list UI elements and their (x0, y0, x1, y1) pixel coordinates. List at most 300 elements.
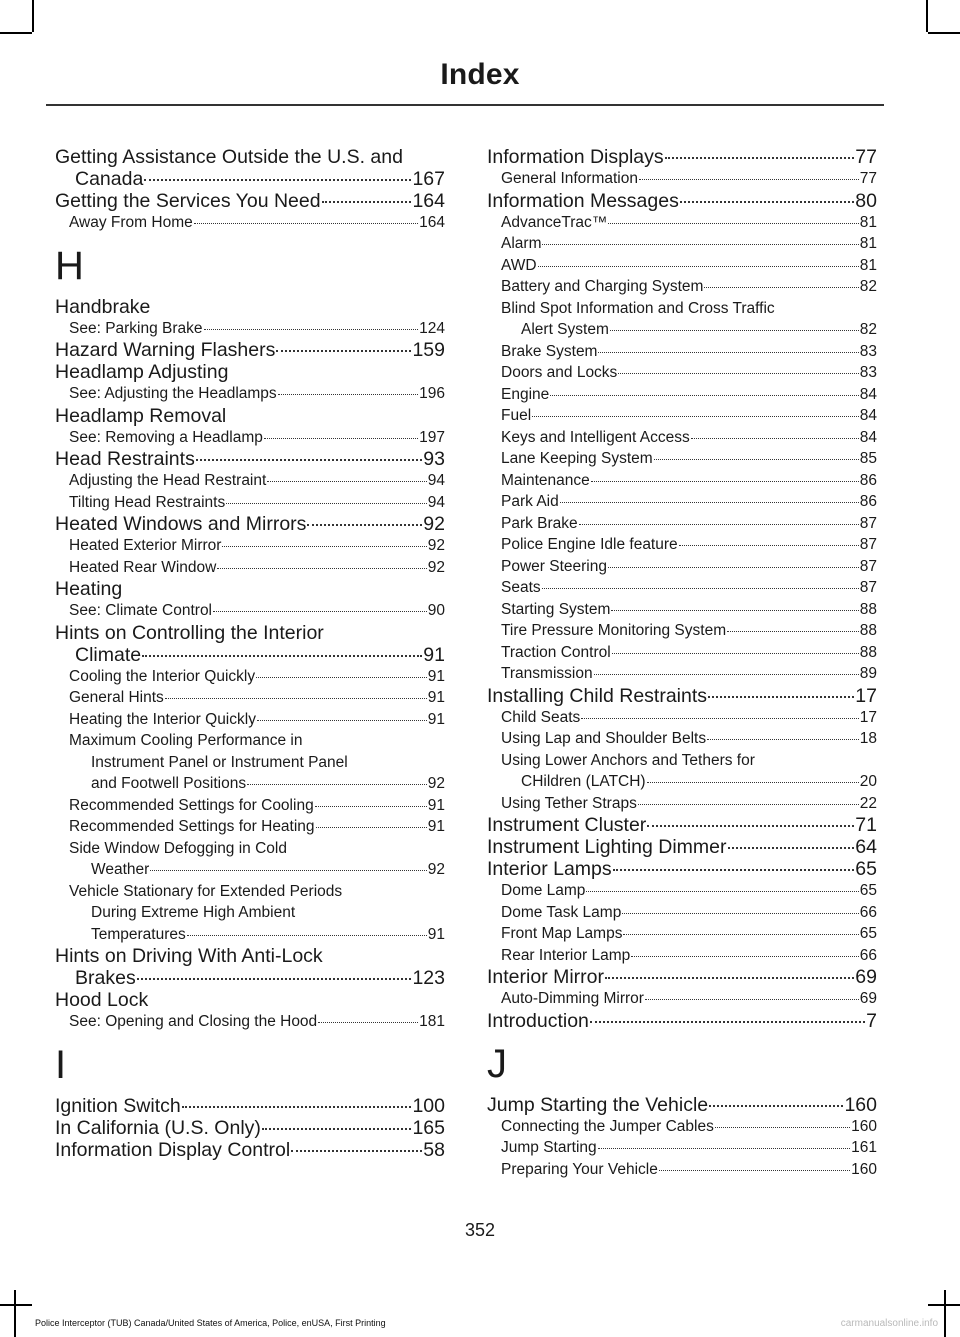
entry-text: Side Window Defogging in Cold (69, 839, 287, 857)
entry-text: Park Aid (501, 493, 559, 510)
page-ref: 123 (412, 967, 445, 989)
entry-text: Starting System (501, 600, 611, 618)
page-ref: 64 (855, 836, 877, 858)
index-subentry (487, 513, 877, 535)
index-entry (55, 405, 445, 427)
index-entry (487, 858, 877, 880)
page-ref: 167 (412, 168, 445, 190)
page-ref: 94 (427, 493, 445, 511)
page-ref: 90 (427, 602, 445, 619)
page-ref: 20 (859, 773, 877, 790)
entry-text: Weather (91, 861, 150, 878)
leader-dots (278, 394, 418, 395)
page-ref: 87 (859, 536, 877, 553)
page-ref: 87 (859, 514, 877, 532)
page-ref: 77 (859, 170, 877, 187)
index-subentry (487, 168, 877, 190)
page-ref: 65 (855, 858, 877, 880)
index-subentry (55, 709, 445, 731)
entry-text: Head Restraints (55, 448, 195, 470)
leader-dots (704, 287, 858, 288)
index-entry (55, 190, 445, 212)
entry-text: Hazard Warning Flashers (55, 339, 276, 361)
leader-dots (586, 891, 858, 892)
leader-dots (598, 352, 858, 353)
section-letter: J (487, 1041, 507, 1086)
page-ref: 92 (427, 537, 445, 554)
index-entry (487, 1010, 877, 1032)
page-ref: 80 (855, 189, 877, 212)
index-subentry (487, 1159, 877, 1181)
leader-dots (144, 179, 411, 181)
page-ref: 160 (844, 1093, 877, 1116)
leader-dots (322, 201, 412, 203)
index-subentry (487, 945, 877, 967)
page-ref: 88 (859, 622, 877, 639)
entry-text: Maximum Cooling Performance in (69, 732, 303, 749)
index-entry (55, 622, 445, 666)
entry-text: Information Messages (487, 189, 679, 212)
leader-dots (581, 718, 858, 719)
index-subentry (55, 535, 445, 557)
entry-text: Instrument Cluster (487, 814, 647, 836)
index-entry (55, 945, 445, 989)
crop-mark (32, 0, 34, 32)
header-divider (46, 104, 884, 106)
page-ref: 160 (851, 1117, 877, 1135)
page-ref: 164 (412, 190, 445, 212)
index-entry (487, 146, 877, 168)
index-subentry (487, 642, 877, 664)
page-ref: 17 (859, 708, 877, 726)
index-subentry (55, 492, 445, 514)
entry-text: See: Climate Control (69, 602, 213, 619)
leader-dots (680, 201, 854, 203)
page-ref: 94 (427, 472, 445, 489)
page-ref: 84 (859, 385, 877, 403)
entry-text: Preparing Your Vehicle (501, 1160, 658, 1178)
index-entry (55, 1117, 445, 1139)
page-ref: 86 (859, 471, 877, 489)
entry-text: Using Tether Straps (501, 794, 637, 812)
entry-text: Alarm (501, 235, 542, 252)
page-ref: 89 (859, 665, 877, 682)
index-entry (487, 966, 877, 988)
entry-text: See: Adjusting the Headlamps (69, 385, 277, 402)
entry-text: Heated Exterior Mirror (69, 537, 222, 554)
entry-text: Getting the Services You Need (55, 190, 321, 212)
index-subentry (55, 1011, 445, 1033)
leader-dots (217, 568, 426, 569)
leader-dots (591, 481, 859, 482)
leader-dots (222, 546, 426, 547)
page-ref: 164 (419, 214, 445, 231)
leader-dots (187, 935, 427, 936)
entry-text: AWD (501, 256, 537, 274)
page-ref: 81 (859, 235, 877, 252)
entry-text: Canada (75, 168, 144, 190)
leader-dots (560, 502, 859, 503)
entry-text: Recommended Settings for Cooling (69, 796, 314, 814)
index-subentry (487, 1116, 877, 1138)
entry-text: Transmission (501, 665, 593, 682)
entry-text: Getting Assistance Outside the U.S. and (55, 146, 403, 168)
index-subentry (55, 427, 445, 449)
entry-text: Tilting Head Restraints (69, 493, 226, 511)
index-subentry (487, 534, 877, 556)
page-ref: 196 (419, 385, 445, 402)
entry-text: Heating the Interior Quickly (69, 710, 256, 728)
entry-text: Hints on Driving With Anti-Lock (55, 945, 323, 967)
leader-dots (262, 1128, 412, 1130)
entry-text: Using Lap and Shoulder Belts (501, 730, 707, 747)
index-subentry (487, 880, 877, 902)
leader-dots (590, 1021, 865, 1023)
entry-text: Instrument Panel or Instrument Panel (91, 753, 348, 771)
watermark: carmanualsonline.info (840, 1318, 938, 1329)
entry-text: Hood Lock (55, 989, 149, 1011)
entry-text: Interior Lamps (487, 858, 612, 880)
entry-text: Ignition Switch (55, 1094, 181, 1117)
index-subentry (487, 362, 877, 384)
leader-dots (691, 438, 859, 439)
leader-dots (542, 588, 859, 589)
index-entry (55, 146, 445, 190)
entry-text: Rear Interior Lamp (501, 946, 631, 964)
page-number: 352 (464, 1220, 496, 1240)
crop-mark (928, 32, 960, 34)
entry-text: Lane Keeping System (501, 450, 653, 467)
entry-text: Alert System (521, 321, 609, 338)
page-ref: 7 (866, 1009, 877, 1032)
index-subentry (487, 577, 877, 599)
leader-dots (647, 825, 854, 827)
index-subentry (55, 687, 445, 709)
leader-dots (318, 1022, 418, 1023)
entry-text: Engine (501, 385, 550, 403)
index-subentry (487, 276, 877, 298)
entry-text: Child Seats (501, 708, 581, 726)
page-ref: 159 (412, 339, 445, 361)
page-ref: 84 (859, 407, 877, 424)
index-subentry (55, 212, 445, 234)
entry-text: Auto-Dimming Mirror (501, 990, 644, 1007)
index-subentry (487, 298, 877, 341)
leader-dots (715, 1127, 850, 1128)
index-entry (55, 448, 445, 470)
page-ref: 84 (859, 428, 877, 446)
index-subentry (487, 255, 877, 277)
entry-text: Keys and Intelligent Access (501, 428, 690, 446)
entry-text: General Information (501, 170, 638, 187)
entry-text: Maintenance (501, 471, 590, 489)
entry-text: Recommended Settings for Heating (69, 818, 315, 835)
page-ref: 71 (855, 814, 877, 836)
leader-dots (542, 244, 858, 245)
page-ref: 92 (427, 861, 445, 878)
index-subentry (487, 663, 877, 685)
page-ref: 81 (859, 213, 877, 231)
entry-text: See: Removing a Headlamp (69, 428, 263, 446)
index-subentry (487, 341, 877, 363)
page-ref: 81 (859, 256, 877, 274)
leader-dots (594, 674, 859, 675)
index-entry (55, 989, 445, 1011)
page-ref: 161 (851, 1139, 877, 1156)
entry-text: Brakes (75, 967, 136, 989)
index-subentry (55, 666, 445, 688)
index-subentry (487, 448, 877, 470)
leader-dots (137, 978, 412, 980)
index-entry (55, 361, 445, 383)
entry-text: General Hints (69, 689, 164, 706)
leader-dots (247, 784, 427, 785)
page-ref: 82 (859, 278, 877, 295)
page-ref: 92 (427, 558, 445, 576)
page-ref: 18 (859, 730, 877, 747)
page-ref: 92 (427, 775, 445, 792)
page-ref: 82 (859, 321, 877, 338)
index-subentry (55, 557, 445, 579)
page-ref: 91 (427, 818, 445, 835)
index-entry (487, 814, 877, 836)
entry-text: Information Display Control (55, 1138, 291, 1161)
entry-text: Blind Spot Information and Cross Traffic (501, 299, 775, 317)
index-entry (487, 836, 877, 858)
page-ref: 124 (419, 319, 445, 337)
entry-text: Temperatures (91, 925, 186, 943)
entry-text: Cooling the Interior Quickly (69, 667, 256, 685)
entry-text: Jump Starting the Vehicle (487, 1093, 709, 1116)
page-ref: 160 (851, 1160, 877, 1178)
index-entry (55, 1139, 445, 1161)
leader-dots (267, 481, 426, 482)
leader-dots (638, 804, 859, 805)
leader-dots (257, 720, 427, 721)
index-subentry (55, 816, 445, 838)
entry-text: During Extreme High Ambient (91, 904, 296, 921)
index-subentry (487, 1137, 877, 1159)
page-title: Index (440, 58, 520, 91)
crop-mark (14, 1290, 16, 1337)
page-ref: 165 (412, 1116, 445, 1139)
index-entry (487, 190, 877, 212)
leader-dots (608, 567, 859, 568)
page-ref: 66 (859, 903, 877, 921)
section-letter: H (55, 243, 84, 288)
leader-dots (709, 1105, 843, 1107)
leader-dots (707, 739, 859, 740)
index-subentry (487, 620, 877, 642)
leader-dots (213, 611, 427, 612)
leader-dots (639, 179, 859, 180)
page-ref: 91 (427, 689, 445, 706)
entry-text: Hints on Controlling the Interior (55, 621, 324, 644)
page-ref: 22 (859, 794, 877, 812)
index-subentry (55, 470, 445, 492)
entry-text: Away From Home (69, 214, 193, 231)
entry-text: CHildren (LATCH) (521, 773, 646, 790)
leader-dots (598, 1148, 850, 1149)
leader-dots (613, 869, 855, 871)
index-subentry (487, 427, 877, 449)
entry-text: AdvanceTrac™ (501, 213, 608, 231)
leader-dots (647, 782, 859, 783)
page-ref: 66 (859, 946, 877, 964)
leader-dots (307, 524, 422, 526)
leader-dots (226, 503, 427, 504)
index-subentry (55, 730, 445, 795)
index-subentry (487, 988, 877, 1010)
entry-text: Fuel (501, 407, 532, 424)
index-entry (55, 578, 445, 600)
entry-text: Police Engine Idle feature (501, 536, 678, 553)
leader-dots (659, 1170, 850, 1171)
leader-dots (618, 373, 858, 374)
leader-dots (291, 1150, 422, 1152)
page-ref: 88 (859, 643, 877, 661)
index-subentry (487, 556, 877, 578)
leader-dots (611, 610, 858, 611)
page-ref: 91 (427, 667, 445, 685)
entry-text: Headlamp Removal (55, 404, 227, 427)
entry-text: Information Displays (487, 146, 664, 168)
page-ref: 83 (859, 342, 877, 360)
entry-text: Connecting the Jumper Cables (501, 1117, 714, 1135)
leader-dots (610, 330, 859, 331)
entry-text: See: Parking Brake (69, 319, 203, 337)
leader-dots (645, 999, 859, 1000)
leader-dots (532, 416, 859, 417)
entry-text: Power Steering (501, 557, 607, 575)
index-subentry (487, 707, 877, 729)
index-subentry (487, 405, 877, 427)
page-ref: 87 (859, 557, 877, 575)
index-subentry (55, 881, 445, 946)
leader-dots (612, 653, 859, 654)
leader-dots (150, 870, 426, 871)
page-ref: 58 (423, 1138, 445, 1161)
index-subentry (487, 728, 877, 750)
index-column-right (487, 146, 877, 1180)
entry-text: Vehicle Stationary for Extended Periods (69, 882, 343, 900)
crop-mark (926, 0, 928, 32)
entry-text: Dome Task Lamp (501, 903, 622, 921)
page-ref: 91 (427, 925, 445, 943)
leader-dots (182, 1106, 412, 1108)
leader-dots (654, 459, 859, 460)
entry-text: Park Brake (501, 514, 578, 532)
page-ref: 83 (859, 364, 877, 381)
crop-mark (0, 32, 32, 34)
index-subentry (487, 233, 877, 255)
leader-dots (631, 956, 859, 957)
page-ref: 65 (859, 882, 877, 899)
page-ref: 17 (855, 684, 877, 707)
index-entry (55, 1095, 445, 1117)
entry-text: Traction Control (501, 643, 611, 661)
entry-text: Dome Lamp (501, 882, 586, 899)
entry-text: Front Map Lamps (501, 925, 623, 942)
index-entry (55, 296, 445, 318)
index-subentry (487, 902, 877, 924)
page-ref: 85 (859, 450, 877, 467)
index-subentry (487, 470, 877, 492)
index-subentry (487, 599, 877, 621)
page-ref: 92 (423, 513, 445, 535)
index-subentry (55, 383, 445, 405)
entry-text: Interior Mirror (487, 966, 605, 988)
leader-dots (605, 977, 854, 979)
leader-dots (623, 934, 858, 935)
entry-text: Handbrake (55, 295, 151, 318)
entry-text: Adjusting the Head Restraint (69, 472, 267, 489)
leader-dots (728, 847, 855, 849)
page-ref: 91 (427, 710, 445, 728)
index-subentry (55, 795, 445, 817)
page-ref: 69 (859, 990, 877, 1007)
entry-text: Heated Windows and Mirrors (55, 513, 307, 535)
leader-dots (622, 913, 858, 914)
page-ref: 77 (855, 146, 877, 168)
index-column-left (55, 146, 445, 1161)
index-entry (487, 1094, 877, 1116)
index-subentry (55, 318, 445, 340)
leader-dots (727, 631, 859, 632)
leader-dots (538, 266, 859, 267)
entry-text: Heated Rear Window (69, 558, 217, 576)
index-subentry (487, 750, 877, 793)
entry-text: Climate (75, 643, 142, 666)
entry-text: In California (U.S. Only) (55, 1116, 261, 1139)
leader-dots (579, 524, 859, 525)
page-ref: 87 (859, 579, 877, 596)
page-ref: 91 (423, 643, 445, 666)
leader-dots (708, 696, 854, 698)
index-subentry (55, 838, 445, 881)
page-ref: 91 (427, 796, 445, 814)
index-subentry (487, 212, 877, 234)
page-ref: 100 (412, 1094, 445, 1117)
index-subentry (487, 793, 877, 815)
leader-dots (165, 698, 427, 699)
index-subentry (487, 923, 877, 945)
leader-dots (142, 655, 422, 657)
page-ref: 181 (419, 1013, 445, 1030)
leader-dots (194, 223, 418, 224)
entry-text: Heating (55, 578, 123, 600)
index-entry (55, 513, 445, 535)
entry-text: Introduction (487, 1009, 589, 1032)
page-ref: 69 (855, 966, 877, 988)
index-subentry (55, 600, 445, 622)
entry-text: Doors and Locks (501, 364, 618, 381)
entry-text: Using Lower Anchors and Tethers for (501, 751, 755, 769)
index-entry (55, 339, 445, 361)
entry-text: Jump Starting (501, 1139, 597, 1156)
index-subentry (487, 491, 877, 513)
page-ref: 86 (859, 493, 877, 510)
entry-text: Battery and Charging System (501, 278, 704, 295)
page-ref: 65 (859, 925, 877, 942)
page-ref: 93 (423, 448, 445, 470)
entry-text: and Footwell Positions (91, 775, 247, 792)
leader-dots (550, 395, 858, 396)
index-subentry (487, 384, 877, 406)
footer-text: Police Interceptor (TUB) Canada/United States of America, Police, enUSA, First Printing (35, 1318, 386, 1328)
leader-dots (276, 350, 411, 352)
page-ref: 88 (859, 600, 877, 618)
